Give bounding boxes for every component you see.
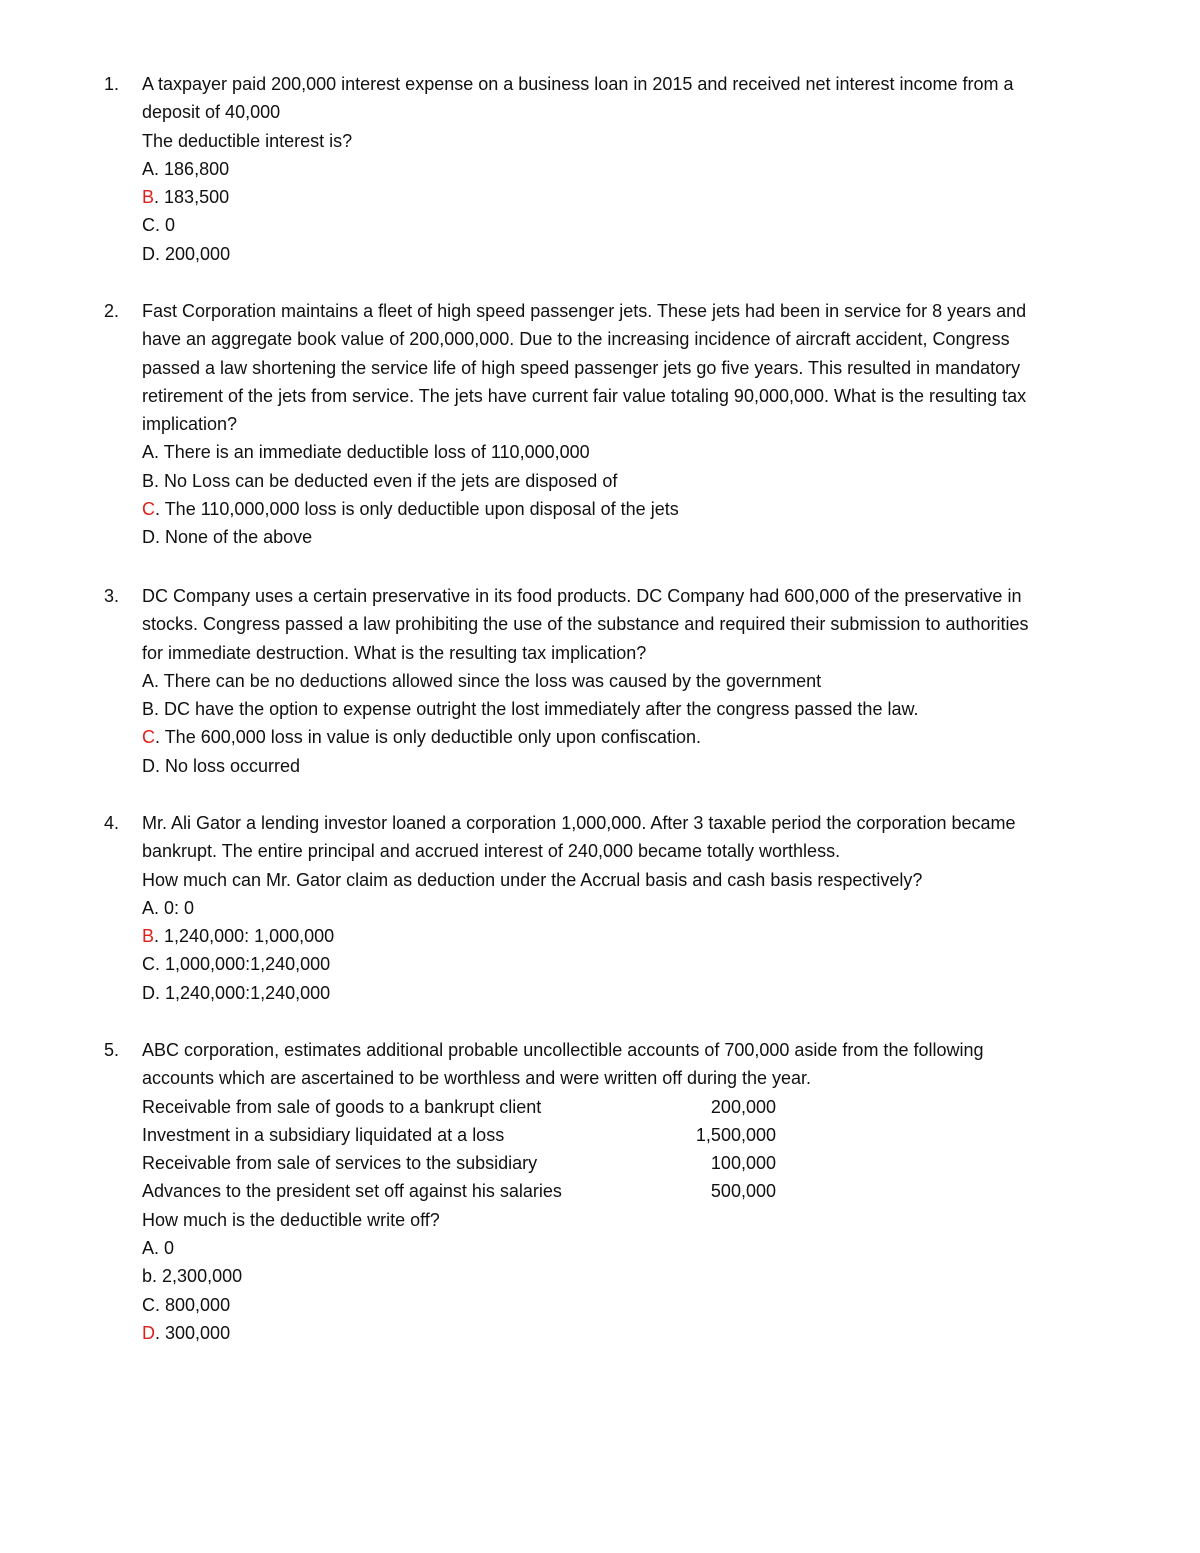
option-letter: D [142, 755, 155, 776]
question-stem-line: stocks. Congress passed a law prohibiting the use of the substance and required their submission to authorities [142, 614, 1029, 635]
answer-option-d: D. 200,000 [142, 243, 231, 264]
option-letter: B [142, 470, 155, 491]
writeoff-item: Investment in a subsidiary liquidated at a loss [142, 1124, 505, 1145]
question-number: 1. [104, 74, 120, 94]
writeoff-table-row [142, 1093, 1142, 1121]
option-text: 200,000 [160, 243, 231, 264]
option-letter: B [142, 699, 155, 720]
question-stem-line: bankrupt. The entire principal and accrued interest of 240,000 became totally worthless. [142, 841, 841, 862]
answer-option-b: B. DC have the option to expense outright the lost immediately after the congress passed the law. [142, 699, 919, 720]
answer-option-b: b. 2,300,000 [142, 1266, 243, 1287]
option-text: 1,240,000: 1,000,000 [159, 926, 335, 947]
question-number: 3. [104, 586, 120, 606]
answer-option-a: A. 0 [142, 1238, 175, 1259]
writeoff-item: Receivable from sale of goods to a bankrupt client [142, 1096, 542, 1117]
option-letter: A [142, 442, 155, 463]
question-stem-line: implication? [142, 414, 238, 435]
option-text: 1,000,000:1,240,000 [160, 954, 331, 975]
answer-option-c: C. 1,000,000:1,240,000 [142, 954, 331, 975]
writeoff-amount: 200,000 [710, 1096, 776, 1117]
option-text: There can be no deductions allowed since the loss was caused by the government [159, 670, 822, 691]
option-letter: D [142, 527, 155, 548]
option-letter: C [142, 1294, 155, 1315]
writeoff-item: Advances to the president set off against his salaries [142, 1181, 562, 1202]
option-letter: D [142, 243, 155, 264]
option-text: 0 [159, 1238, 175, 1259]
option-text: 1,240,000:1,240,000 [160, 982, 331, 1003]
option-letter-correct: B [142, 187, 155, 208]
option-text: 300,000 [160, 1322, 231, 1343]
question-stem-line: deposit of 40,000 [142, 102, 281, 123]
writeoff-item: Receivable from sale of services to the subsidiary [142, 1153, 538, 1174]
option-text: The 600,000 loss in value is only deductible only upon confiscation. [160, 727, 702, 748]
answer-option-c: C. 800,000 [142, 1294, 231, 1315]
option-text: 0 [160, 215, 176, 236]
answer-option-c: C. The 600,000 loss in value is only deductible only upon confiscation. [142, 727, 702, 748]
option-text: The 110,000,000 loss is only deductible upon disposal of the jets [160, 499, 679, 520]
question-stem-line: How much is the deductible write off? [142, 1209, 440, 1230]
question-stem-line: DC Company uses a certain preservative in its food products. DC Company had 600,000 of the preservative in [142, 586, 1022, 606]
answer-option-d: D. 300,000 [142, 1322, 231, 1343]
option-letter: A [142, 1238, 155, 1259]
option-letter: D [142, 982, 155, 1003]
answer-option-c: C. 0 [142, 215, 176, 236]
answer-option-b: B. 183,500 [142, 187, 230, 208]
writeoff-amount: 100,000 [710, 1153, 776, 1174]
option-letter: A [142, 670, 155, 691]
question-stem-line: retirement of the jets from service. The jets have current fair value totaling 90,000,000. What is the resulting tax [142, 385, 1027, 406]
writeoff-amount: 1,500,000 [695, 1124, 776, 1145]
option-letter: C [142, 954, 155, 975]
option-text: No Loss can be deducted even if the jets are disposed of [159, 470, 618, 491]
question-stem-line: passed a law shortening the service life of high speed passenger jets go five years. This resulted in mandatory [142, 357, 1021, 378]
writeoff-amount: 500,000 [710, 1181, 776, 1202]
option-text: There is an immediate deductible loss of 110,000,000 [159, 442, 590, 463]
answer-option-a: A. 0: 0 [142, 897, 195, 918]
question-stem-line: ABC corporation, estimates additional probable uncollectible accounts of 700,000 aside from the following [142, 1040, 984, 1060]
option-text: 0: 0 [159, 897, 195, 918]
writeoff-table-row [142, 1149, 1142, 1177]
answer-option-b: B. 1,240,000: 1,000,000 [142, 926, 335, 947]
writeoff-table-row [142, 1177, 1142, 1205]
answer-option-d: D. None of the above [142, 527, 313, 548]
option-text: 2,300,000 [157, 1266, 243, 1287]
question-stem-line: Mr. Ali Gator a lending investor loaned a corporation 1,000,000. After 3 taxable period the corporation became [142, 813, 1016, 833]
option-letter-correct: C [142, 727, 155, 748]
option-letter-correct: D [142, 1322, 155, 1343]
question-stem-line: for immediate destruction. What is the resulting tax implication? [142, 642, 647, 663]
question-number: 5. [104, 1040, 120, 1060]
option-text: No loss occurred [160, 755, 301, 776]
question-stem-line: A taxpayer paid 200,000 interest expense on a business loan in 2015 and received net interest income from a [142, 74, 1014, 94]
question-stem-line: The deductible interest is? [142, 130, 353, 151]
option-letter: A [142, 158, 155, 179]
option-letter-correct: C [142, 499, 155, 520]
option-text: 183,500 [159, 187, 230, 208]
option-text: 186,800 [159, 158, 230, 179]
answer-option-b: B. No Loss can be deducted even if the jets are disposed of [142, 470, 618, 491]
question-number: 2. [104, 301, 120, 321]
answer-option-d: D. 1,240,000:1,240,000 [142, 982, 331, 1003]
writeoff-table-row [142, 1121, 1142, 1149]
question-stem-line: accounts which are ascertained to be worthless and were written off during the year. [142, 1068, 812, 1089]
answer-option-c: C. The 110,000,000 loss is only deductible upon disposal of the jets [142, 499, 679, 520]
question-stem-line: How much can Mr. Gator claim as deduction under the Accrual basis and cash basis respectively? [142, 869, 923, 890]
answer-option-a: A. There is an immediate deductible loss of 110,000,000 [142, 442, 590, 463]
option-letter: A [142, 897, 155, 918]
answer-option-d: D. No loss occurred [142, 755, 301, 776]
question-stem-line: have an aggregate book value of 200,000,000. Due to the increasing incidence of aircraft accident, Congress [142, 329, 1010, 350]
question-number: 4. [104, 813, 120, 833]
option-letter-correct: B [142, 926, 155, 947]
answer-option-a: A. 186,800 [142, 158, 230, 179]
option-text: DC have the option to expense outright the lost immediately after the congress passed the law. [159, 699, 919, 720]
answer-option-a: A. There can be no deductions allowed since the loss was caused by the government [142, 670, 822, 691]
option-text: 800,000 [160, 1294, 231, 1315]
option-letter: b [142, 1266, 153, 1287]
option-letter: C [142, 215, 155, 236]
option-text: None of the above [160, 527, 313, 548]
question-stem-line: Fast Corporation maintains a fleet of high speed passenger jets. These jets had been in service for 8 years and [142, 301, 1027, 321]
